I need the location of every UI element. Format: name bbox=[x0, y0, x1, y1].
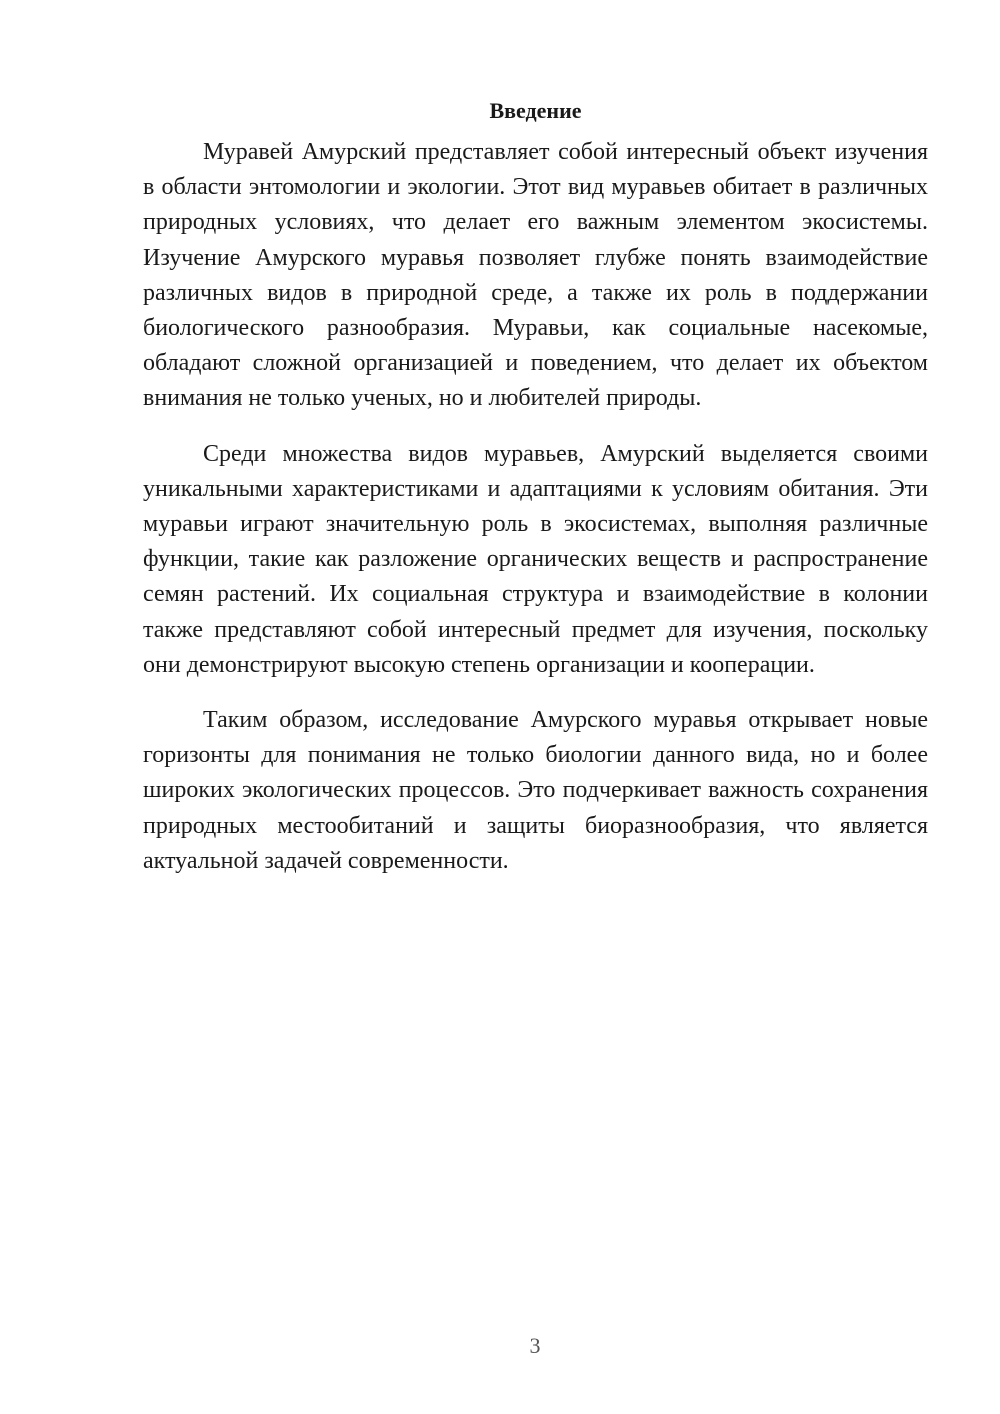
paragraph-1: Муравей Амурский представляет собой интересный объект изучения в области энтомологии и экологии. Этот вид муравьев обитает в различных природных условиях, что делает его важным элементом экосистемы. Изучение Амурского муравья позволяет глубже понять взаимодействие различных видов в природной среде, а также их роль в поддержании биологического разнообразия. Муравьи, как социальные насекомые, обладают сложной организацией и поведением, что делает их объектом внимания не только ученых, но и любителей природы. bbox=[143, 139, 928, 412]
paragraph-2: Среди множества видов муравьев, Амурский выделяется своими уникальными характеристиками и адаптациями к условиям обитания. Эти муравьи играют значительную роль в экосистемах, выполняя различные функции, такие как разложение органических веществ и распространение семян растений. Их социальная структура и взаимодействие в колонии также представляют собой интересный предмет для изучения, поскольку они демонстрируют высокую степень организации и кооперации. bbox=[143, 440, 928, 678]
section-title: Введение bbox=[489, 98, 582, 123]
paragraph-3: Таким образом, исследование Амурского муравья открывает новые горизонты для понимания не только биологии данного вида, но и более широких экологических процессов. Это подчеркивает важность сохранения природных местообитаний и защиты биоразнообразия, что является актуальной задачей современности. bbox=[143, 707, 928, 874]
page-content bbox=[143, 96, 928, 899]
page-number: 3 bbox=[529, 1333, 541, 1358]
